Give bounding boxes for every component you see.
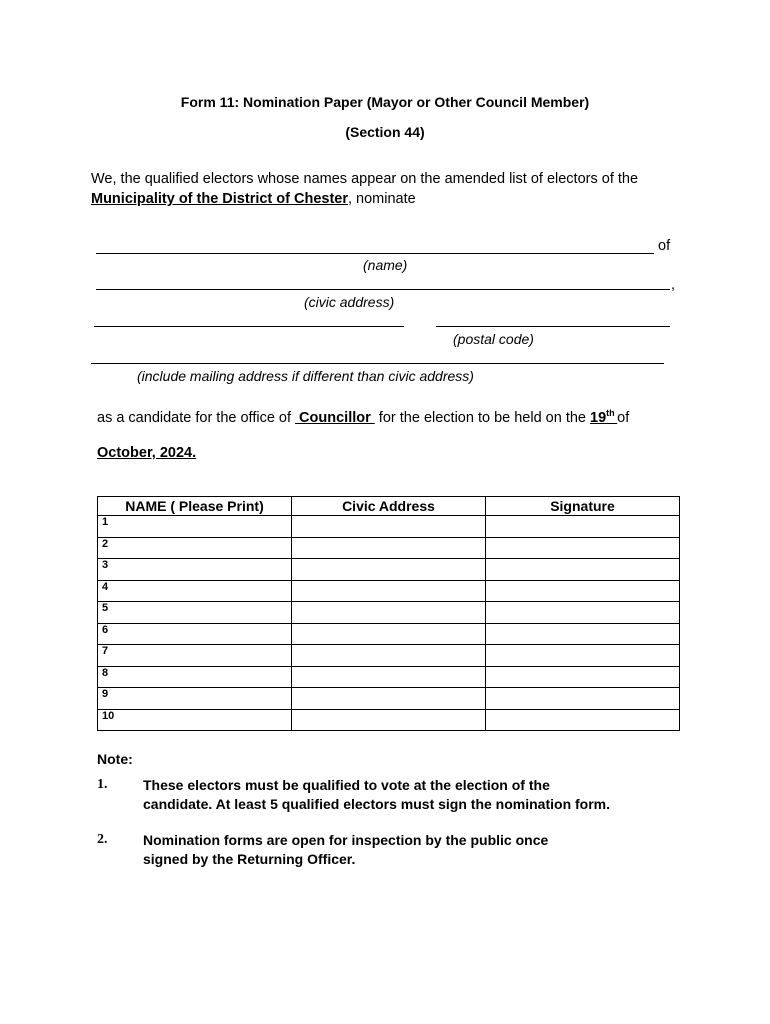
row-number[interactable]: 6 [98, 623, 292, 645]
row-number[interactable]: 2 [98, 537, 292, 559]
signature-cell[interactable] [486, 623, 680, 645]
candidate-sentence [97, 408, 629, 426]
form-section: (Section 44) [345, 124, 425, 140]
note-line: signed by the Returning Officer. [143, 851, 356, 867]
table-row [98, 516, 680, 538]
comma-text: , [671, 277, 676, 293]
row-number[interactable]: 4 [98, 580, 292, 602]
of-text: of [658, 238, 671, 254]
civic-address-cell[interactable] [292, 516, 486, 538]
name-label: (name) [363, 257, 408, 273]
civic-address-cell[interactable] [292, 537, 486, 559]
civic-address-cell[interactable] [292, 559, 486, 581]
row-number[interactable]: 8 [98, 666, 292, 688]
note-line: Nomination forms are open for inspection by the public once [143, 832, 549, 848]
table-row [98, 537, 680, 559]
row-number[interactable]: 5 [98, 602, 292, 624]
election-day [590, 410, 617, 426]
civic-address-cell[interactable] [292, 688, 486, 710]
signature-cell[interactable] [486, 688, 680, 710]
civic-address-cell[interactable] [292, 645, 486, 667]
signature-column-header: Signature [486, 497, 680, 516]
table-row [98, 709, 680, 731]
note-heading: Note: [97, 751, 133, 767]
note-line: candidate. At least 5 qualified electors must sign the nomination form. [143, 796, 611, 812]
table-row [98, 645, 680, 667]
nominate-text: , nominate [348, 191, 416, 207]
table-header-row [98, 497, 680, 516]
signature-cell[interactable] [486, 516, 680, 538]
civic-address-cell[interactable] [292, 623, 486, 645]
signature-cell[interactable] [486, 709, 680, 731]
address-line-left[interactable] [94, 326, 404, 327]
office-name: Councillor [295, 409, 375, 426]
municipality-name: Municipality of the District of Chester [91, 191, 348, 207]
candidate-middle: for the election to be held on the [374, 409, 591, 426]
civic-address-line[interactable] [96, 289, 670, 290]
postal-code-label: (postal code) [453, 331, 534, 347]
postal-code-line[interactable] [436, 326, 670, 327]
signature-cell[interactable] [486, 559, 680, 581]
signature-cell[interactable] [486, 580, 680, 602]
civic-address-label: (civic address) [304, 294, 395, 310]
table-row [98, 666, 680, 688]
note-item [143, 776, 610, 814]
note-item [143, 831, 548, 869]
signature-cell[interactable] [486, 602, 680, 624]
civic-address-cell[interactable] [292, 602, 486, 624]
row-number[interactable]: 1 [98, 516, 292, 538]
mailing-address-label: (include mailing address if different than civic address) [137, 368, 474, 384]
election-date: October, 2024. [97, 445, 197, 461]
row-number[interactable]: 7 [98, 645, 292, 667]
mailing-address-line[interactable] [91, 363, 664, 364]
candidate-prefix: as a candidate for the office of [97, 409, 296, 426]
table-row [98, 559, 680, 581]
intro-line-2 [91, 191, 416, 207]
intro-line: We, the qualified electors whose names appear on the amended list of electors of the [91, 171, 639, 187]
of-word: of [617, 409, 630, 426]
signature-cell[interactable] [486, 537, 680, 559]
table-row [98, 623, 680, 645]
form-title: Form 11: Nomination Paper (Mayor or Other Council Member) [180, 94, 590, 110]
name-line[interactable] [96, 253, 654, 254]
civic-address-cell[interactable] [292, 709, 486, 731]
table-row [98, 602, 680, 624]
civic-address-column-header: Civic Address [292, 497, 486, 516]
electors-table [97, 496, 680, 731]
row-number[interactable]: 3 [98, 559, 292, 581]
day-number: 19 [590, 409, 607, 426]
note-number: 1. [97, 777, 108, 792]
day-suffix: th [606, 408, 618, 418]
note-line: These electors must be qualified to vote at the election of the [143, 777, 550, 793]
row-number[interactable]: 10 [98, 709, 292, 731]
signature-cell[interactable] [486, 666, 680, 688]
note-number: 2. [97, 832, 108, 847]
table-row [98, 580, 680, 602]
civic-address-cell[interactable] [292, 580, 486, 602]
name-column-header: NAME ( Please Print) [98, 497, 292, 516]
civic-address-cell[interactable] [292, 666, 486, 688]
table-row [98, 688, 680, 710]
row-number[interactable]: 9 [98, 688, 292, 710]
signature-cell[interactable] [486, 645, 680, 667]
